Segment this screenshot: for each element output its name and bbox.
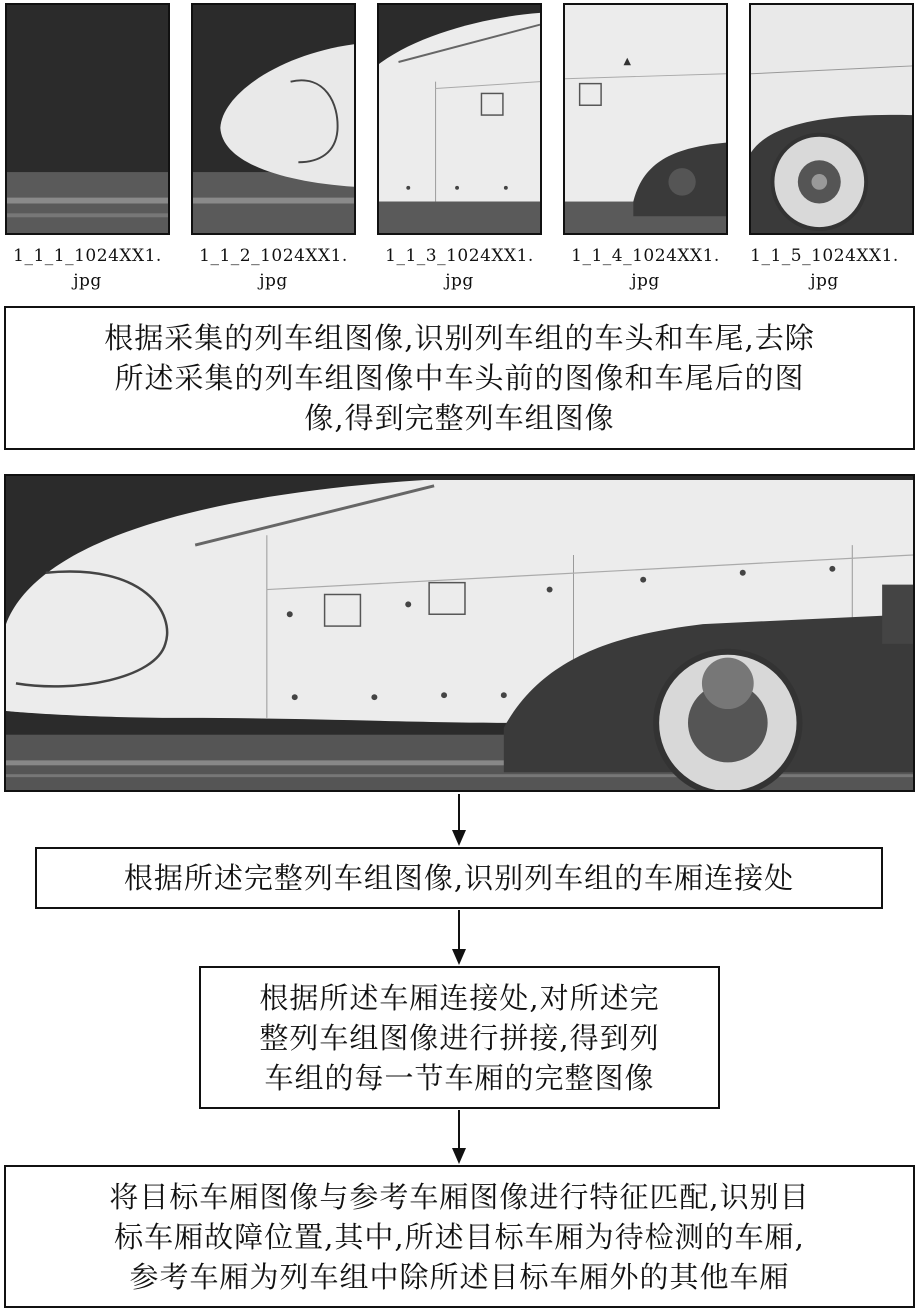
step-4-box — [4, 1165, 915, 1308]
thumbnail-caption-1: 1_1_1_1024XX1. jpg — [13, 246, 162, 291]
thumbnail-caption-2: 1_1_2_1024XX1. jpg — [199, 246, 348, 291]
thumbnail-1 — [5, 3, 170, 235]
step-4-text: 将目标车厢图像与参考车厢图像进行特征匹配,识别目 标车厢故障位置,其中,所述目标车厢为待检测的车厢, 参考车厢为列车组中除所述目标车厢外的其他车厢 — [109, 1179, 810, 1294]
step-3-box — [199, 966, 720, 1109]
thumbnail-caption-4: 1_1_4_1024XX1. jpg — [571, 246, 720, 291]
step-2-text: 根据所述完整列车组图像,识别列车组的车厢连接处 — [123, 861, 795, 895]
thumbnail-4 — [563, 3, 728, 235]
thumbnail-2 — [191, 3, 356, 235]
step-3-text: 根据所述车厢连接处,对所述完 整列车组图像进行拼接,得到列 车组的每一节车厢的完整图像 — [259, 980, 660, 1095]
thumbnail-caption-5: 1_1_5_1024XX1. jpg — [750, 246, 899, 291]
thumbnail-3 — [377, 3, 542, 235]
flow-arrow-1 — [448, 794, 470, 846]
svg-text:▲: ▲ — [623, 55, 632, 67]
thumbnail-5 — [749, 3, 914, 235]
step-1-box — [4, 306, 915, 450]
stitched-train-image — [4, 474, 915, 792]
step-1-text: 根据采集的列车组图像,识别列车组的车头和车尾,去除 所述采集的列车组图像中车头前的图像和车尾后的图 像,得到完整列车组图像 — [104, 321, 815, 435]
flow-arrow-2 — [448, 910, 470, 965]
step-2-box — [35, 847, 883, 909]
thumbnail-caption-3: 1_1_3_1024XX1. jpg — [385, 246, 534, 291]
flow-arrow-3 — [448, 1110, 470, 1164]
